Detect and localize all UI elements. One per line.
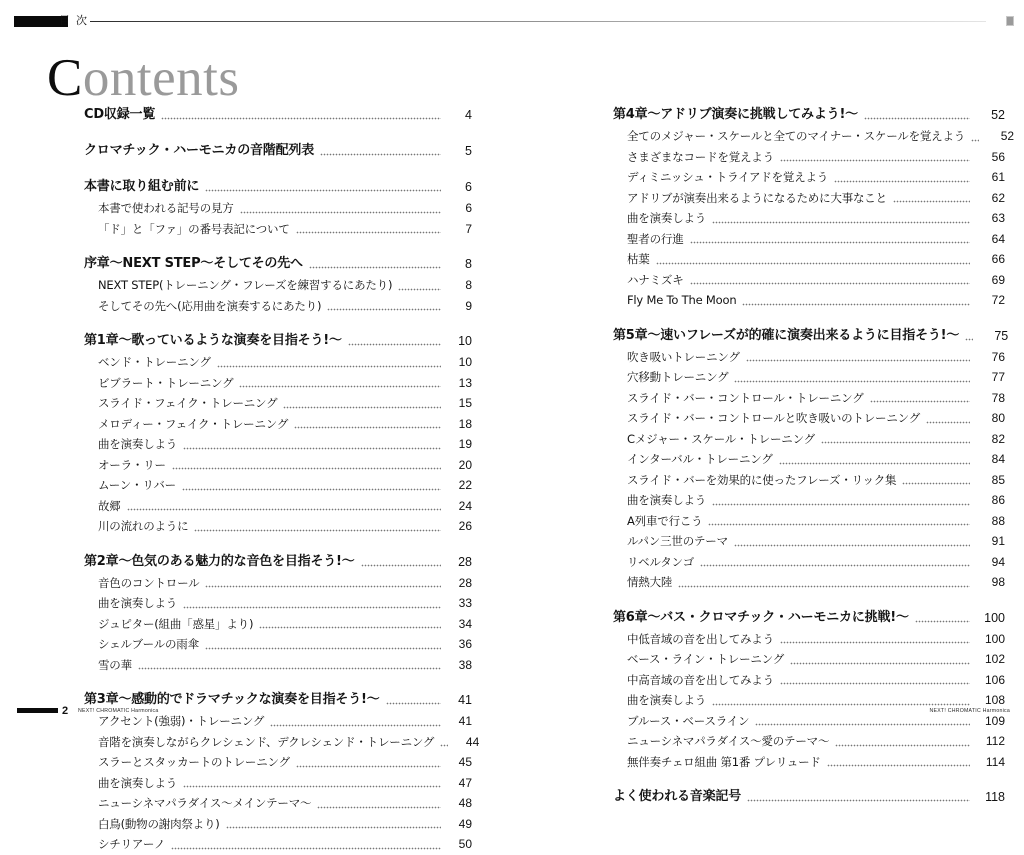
toc-entry-label: ニューシネマパラダイス〜メインテーマ〜 xyxy=(98,796,312,810)
toc-leader-dots xyxy=(821,441,970,444)
header-end-marker xyxy=(1006,16,1014,26)
header-label-moku: 目 xyxy=(59,14,70,27)
toc-entry-label: ジュピター(組曲「惑星」より) xyxy=(98,616,254,631)
toc-entry-row[interactable] xyxy=(84,593,472,614)
toc-leader-dots xyxy=(780,159,970,162)
toc-entry-row[interactable] xyxy=(84,752,472,773)
toc-entry-row[interactable] xyxy=(84,352,472,373)
toc-leader-dots xyxy=(712,221,970,224)
toc-page-number: 19 xyxy=(458,437,472,451)
toc-page-number: 8 xyxy=(465,257,472,271)
toc-entry-row[interactable] xyxy=(613,208,1005,229)
toc-entry-row[interactable] xyxy=(84,793,472,814)
toc-page-number: 108 xyxy=(984,693,1005,707)
toc-leader-dots xyxy=(734,380,970,383)
toc-entry-label: 第6章〜バス・クロマチック・ハーモニカに挑戦!〜 xyxy=(613,609,909,625)
toc-entry-row[interactable] xyxy=(84,434,472,455)
toc-entry-row[interactable] xyxy=(613,167,1005,188)
toc-page-number: 88 xyxy=(991,513,1005,528)
toc-entry-label: よく使われる音楽記号 xyxy=(613,789,742,804)
toc-leader-dots xyxy=(138,667,441,670)
toc-page-number: 66 xyxy=(991,252,1005,266)
toc-entry-label: 故郷 xyxy=(98,498,121,513)
toc-entry-row[interactable] xyxy=(613,229,1005,250)
toc-entry-label: 聖者の行進 xyxy=(627,231,684,246)
toc-page-number: 106 xyxy=(984,672,1005,687)
toc-page-number: 7 xyxy=(465,221,472,236)
toc-entry-row[interactable] xyxy=(613,572,1005,593)
page-header xyxy=(0,0,1024,36)
toc-entry-label: 第1章〜歌っているような演奏を目指そう!〜 xyxy=(84,333,342,348)
toc-leader-dots xyxy=(205,189,441,192)
toc-leader-dots xyxy=(755,723,970,726)
toc-entry-label: オーラ・リー xyxy=(98,457,166,472)
toc-entry-label: ムーン・リバー xyxy=(98,478,176,492)
toc-leader-dots xyxy=(827,764,970,767)
toc-entry-row[interactable] xyxy=(84,455,472,476)
toc-entry-label: シチリアーノ xyxy=(98,837,166,851)
toc-entry-row[interactable] xyxy=(613,270,1005,291)
toc-page-number: 45 xyxy=(458,755,472,769)
toc-leader-dots xyxy=(690,241,971,244)
toc-leader-dots xyxy=(678,585,970,588)
toc-entry-row[interactable] xyxy=(613,731,1005,752)
toc-entry-row[interactable] xyxy=(84,773,472,794)
toc-leader-dots xyxy=(226,826,441,829)
toc-page-number: 102 xyxy=(984,652,1005,666)
toc-page-number: 34 xyxy=(458,616,472,631)
toc-page-number: 80 xyxy=(991,411,1005,425)
toc-entry-label: ディミニッシュ・トライアドを覚えよう xyxy=(627,170,829,184)
toc-leader-dots xyxy=(870,400,971,403)
toc-entry-label: リベルタンゴ xyxy=(627,554,695,569)
toc-entry-label: 川の流れのように xyxy=(98,519,189,533)
toc-page-number: 28 xyxy=(458,575,472,590)
toc-page-number: 84 xyxy=(991,452,1005,466)
toc-leader-dots xyxy=(296,765,441,768)
toc-entry-row[interactable] xyxy=(613,388,1005,409)
toc-entry-row[interactable] xyxy=(613,670,1005,691)
toc-group-spacer xyxy=(613,772,1005,786)
toc-leader-dots xyxy=(902,482,970,485)
toc-page-number: 44 xyxy=(465,734,480,749)
toc-page-number: 75 xyxy=(994,328,1009,343)
toc-page-number: 94 xyxy=(991,554,1005,569)
toc-group xyxy=(613,786,1005,808)
toc-page-number: 33 xyxy=(458,596,472,610)
toc-entry-label: クロマチック・ハーモニカの音階配列表 xyxy=(84,143,315,158)
toc-entry-label: 曲を演奏しよう xyxy=(98,437,178,451)
toc-page-number: 114 xyxy=(985,754,1005,769)
toc-group xyxy=(84,551,472,676)
toc-chapter-row[interactable] xyxy=(613,786,1005,808)
toc-page-number: 10 xyxy=(458,355,472,369)
toc-leader-dots xyxy=(239,385,441,388)
toc-entry-row[interactable] xyxy=(84,732,480,753)
toc-page-number: 49 xyxy=(458,816,472,831)
toc-page-number: 91 xyxy=(991,534,1005,548)
toc-entry-row[interactable] xyxy=(613,188,1005,209)
toc-leader-dots xyxy=(834,180,970,183)
toc-entry-label: 全てのメジャー・スケールと全てのマイナー・スケールを覚えよう xyxy=(627,129,966,143)
toc-leader-dots xyxy=(205,585,441,588)
toc-entry-label: ベース・ライン・トレーニング xyxy=(627,652,785,666)
toc-leader-dots xyxy=(965,338,973,341)
footer-brand-left: NEXT! CHROMATIC Harmonica xyxy=(78,708,159,714)
toc-leader-dots xyxy=(183,606,441,609)
toc-page-number: 118 xyxy=(985,790,1005,804)
toc-entry-label: Cメジャー・スケール・トレーニング xyxy=(627,431,815,446)
toc-entry-row[interactable] xyxy=(84,516,472,537)
toc-page-number: 56 xyxy=(991,149,1005,164)
toc-group xyxy=(84,330,472,537)
toc-page-number: 77 xyxy=(991,370,1005,384)
toc-entry-row[interactable] xyxy=(613,490,1005,511)
toc-page-number: 52 xyxy=(1000,129,1015,143)
toc-leader-dots xyxy=(398,288,441,291)
toc-entry-label: 本書で使われる記号の見方 xyxy=(98,201,234,215)
toc-page-number: 38 xyxy=(458,657,472,672)
toc-group xyxy=(84,104,472,126)
toc-page-number: 10 xyxy=(458,334,472,348)
toc-page-number: 50 xyxy=(458,837,472,851)
toc-entry-row[interactable] xyxy=(84,634,472,655)
toc-page-number: 63 xyxy=(991,211,1005,225)
toc-entry-label: 雪の華 xyxy=(98,657,132,672)
toc-entry-label: Fly Me To The Moon xyxy=(627,293,737,307)
toc-entry-label: 白鳥(動物の謝肉祭より) xyxy=(98,816,220,831)
toc-entry-row[interactable] xyxy=(613,629,1005,650)
toc-leader-dots xyxy=(194,529,441,532)
toc-group-spacer xyxy=(613,311,1005,325)
toc-entry-label: ビブラート・トレーニング xyxy=(98,375,234,390)
toc-page-number: 82 xyxy=(991,431,1005,446)
toc-page-number: 76 xyxy=(991,349,1005,364)
toc-leader-dots xyxy=(217,365,441,368)
toc-group xyxy=(613,104,1015,311)
toc-group-spacer xyxy=(84,126,472,140)
toc-entry-label: 中高音域の音を出してみよう xyxy=(627,672,774,687)
toc-entry-label: さまざまなコードを覚えよう xyxy=(627,149,774,164)
toc-entry-row[interactable] xyxy=(613,552,1005,573)
page-title-rest: ontents xyxy=(82,49,240,107)
toc-entry-label: 穴移動トレーニング xyxy=(627,370,729,384)
toc-entry-label: 曲を演奏しよう xyxy=(627,693,707,707)
toc-chapter-row[interactable] xyxy=(84,104,472,126)
toc-entry-row[interactable] xyxy=(613,147,1005,168)
toc-group-spacer xyxy=(84,162,472,176)
toc-group xyxy=(84,140,472,162)
toc-entry-label: ハナミズキ xyxy=(627,272,684,287)
toc-entry-label: メロディー・フェイク・トレーニング xyxy=(98,416,289,431)
toc-entry-label: 曲を演奏しよう xyxy=(98,775,178,790)
toc-group-spacer xyxy=(84,675,472,689)
toc-group xyxy=(84,176,472,239)
toc-leader-dots xyxy=(171,847,441,850)
toc-entry-row[interactable] xyxy=(84,373,472,394)
toc-group-spacer xyxy=(613,593,1005,607)
toc-page-number: 8 xyxy=(465,278,472,292)
toc-entry-label: シェルブールの雨傘 xyxy=(98,637,199,651)
page-title xyxy=(47,50,239,106)
toc-leader-dots xyxy=(161,117,441,120)
toc-leader-dots xyxy=(270,724,441,727)
toc-page-number: 22 xyxy=(458,478,472,492)
page-title-capital: C xyxy=(47,49,83,107)
toc-entry-label: 音階を演奏しながらクレシェンド、デクレシェンド・トレーニング xyxy=(98,734,435,749)
toc-page-number: 78 xyxy=(991,390,1005,405)
toc-leader-dots xyxy=(971,139,979,142)
toc-entry-label: 序章〜NEXT STEP〜そしてその先へ xyxy=(84,256,303,271)
toc-entry-row[interactable] xyxy=(613,649,1005,670)
toc-page-number: 52 xyxy=(991,108,1005,122)
toc-chapter-row[interactable] xyxy=(84,551,472,573)
header-label-ji: 次 xyxy=(76,14,87,27)
toc-page-number: 20 xyxy=(458,457,472,472)
toc-page-number: 24 xyxy=(458,498,472,513)
toc-entry-label: 曲を演奏しよう xyxy=(627,211,707,225)
toc-entry-row[interactable] xyxy=(613,429,1005,450)
toc-entry-row[interactable] xyxy=(84,573,472,594)
toc-group xyxy=(613,607,1005,773)
toc-leader-dots xyxy=(259,626,441,629)
footer-brand-right: NEXT! CHROMATIC Harmonica xyxy=(929,708,1010,714)
toc-leader-dots xyxy=(915,620,970,623)
toc-entry-row[interactable] xyxy=(613,347,1005,368)
toc-leader-dots xyxy=(317,806,441,809)
toc-entry-row[interactable] xyxy=(613,752,1005,773)
toc-entry-label: A列車で行こう xyxy=(627,513,703,528)
toc-leader-dots xyxy=(893,200,970,203)
header-rule xyxy=(90,21,986,22)
toc-leader-dots xyxy=(348,343,441,346)
toc-entry-label: インターバル・トレーニング xyxy=(627,452,773,466)
toc-entry-row[interactable] xyxy=(84,814,472,835)
toc-page-number: 6 xyxy=(465,180,472,194)
toc-page-number: 36 xyxy=(458,637,472,651)
footer-black-bar xyxy=(17,708,58,713)
toc-entry-row[interactable] xyxy=(84,655,472,676)
toc-leader-dots xyxy=(926,421,970,424)
toc-leader-dots xyxy=(309,266,441,269)
toc-chapter-row[interactable] xyxy=(84,253,472,275)
toc-entry-label: 「ド」と「ファ」の番号表記について xyxy=(98,221,290,236)
toc-leader-dots xyxy=(361,564,441,567)
toc-leader-dots xyxy=(747,799,970,802)
toc-leader-dots xyxy=(790,662,970,665)
toc-page-number: 13 xyxy=(458,375,472,390)
toc-entry-row[interactable] xyxy=(613,367,1005,388)
toc-entry-label: NEXT STEP(トレーニング・フレーズを練習するにあたり) xyxy=(98,278,393,292)
toc-entry-row[interactable] xyxy=(613,531,1005,552)
toc-entry-label: ルパン三世のテーマ xyxy=(627,534,728,548)
toc-page-number: 15 xyxy=(458,396,472,410)
toc-leader-dots xyxy=(440,744,448,747)
toc-page-number: 41 xyxy=(458,714,472,728)
toc-leader-dots xyxy=(780,682,970,685)
toc-leader-dots xyxy=(205,647,441,650)
toc-leader-dots xyxy=(835,744,970,747)
toc-page-number: 109 xyxy=(984,713,1005,728)
toc-entry-row[interactable] xyxy=(613,126,1015,147)
toc-page-number: 18 xyxy=(458,416,472,431)
toc-entry-row[interactable] xyxy=(613,290,1005,311)
toc-page-number: 47 xyxy=(458,775,472,790)
toc-entry-label: 音色のコントロール xyxy=(98,575,200,590)
toc-leader-dots xyxy=(742,303,970,306)
toc-entry-label: 第3章〜感動的でドラマチックな演奏を目指そう!〜 xyxy=(84,692,380,707)
toc-page-number: 9 xyxy=(465,298,472,313)
toc-entry-row[interactable] xyxy=(613,249,1005,270)
toc-leader-dots xyxy=(283,406,441,409)
toc-page-number: 86 xyxy=(991,493,1005,507)
toc-entry-row[interactable] xyxy=(84,414,472,435)
toc-entry-label: 第5章〜速いフレーズが的確に演奏出来るように目指そう!〜 xyxy=(613,327,960,343)
toc-page-number: 61 xyxy=(991,170,1005,184)
toc-group-spacer xyxy=(84,316,472,330)
toc-entry-row[interactable] xyxy=(84,475,472,496)
toc-leader-dots xyxy=(734,544,970,547)
toc-leader-dots xyxy=(294,426,441,429)
toc-group-spacer xyxy=(84,239,472,253)
toc-leader-dots xyxy=(127,508,441,511)
toc-leader-dots xyxy=(656,262,970,265)
toc-entry-label: 第2章〜色気のある魅力的な音色を目指そう!〜 xyxy=(84,553,355,569)
toc-page-number: 100 xyxy=(984,631,1005,646)
toc-entry-label: 本書に取り組む前に xyxy=(84,179,200,194)
toc-page-number: 5 xyxy=(465,144,472,158)
toc-entry-label: 中低音域の音を出してみよう xyxy=(627,631,774,646)
toc-group xyxy=(84,253,472,316)
toc-entry-row[interactable] xyxy=(613,511,1005,532)
toc-entry-label: アドリブが演奏出来るようになるために大事なこと xyxy=(627,190,887,205)
toc-group xyxy=(613,325,1009,593)
toc-leader-dots xyxy=(690,282,971,285)
toc-chapter-row[interactable] xyxy=(613,104,1005,126)
toc-leader-dots xyxy=(183,785,441,788)
toc-page-number: 62 xyxy=(991,190,1005,205)
toc-leader-dots xyxy=(712,503,970,506)
toc-page-number: 48 xyxy=(458,796,472,810)
toc-leader-dots xyxy=(779,462,970,465)
toc-page-number: 112 xyxy=(985,734,1005,748)
toc-leader-dots xyxy=(182,488,441,491)
toc-entry-label: 無伴奏チェロ組曲 第1番 プレリュード xyxy=(627,754,821,769)
toc-page-number: 4 xyxy=(465,108,472,122)
toc-entry-row[interactable] xyxy=(84,834,472,855)
toc-leader-dots xyxy=(864,117,970,120)
toc-leader-dots xyxy=(320,153,441,156)
toc-entry-row[interactable] xyxy=(84,275,472,296)
toc-entry-row[interactable] xyxy=(84,198,472,219)
toc-entry-row[interactable] xyxy=(84,496,472,517)
toc-page-number: 98 xyxy=(991,575,1005,589)
toc-entry-label: ベンド・トレーニング xyxy=(98,355,211,369)
toc-leader-dots xyxy=(240,211,441,214)
toc-leader-dots xyxy=(327,308,441,311)
toc-entry-label: スライド・バー・コントロールと吹き吸いのトレーニング xyxy=(627,411,920,425)
toc-page-number: 85 xyxy=(991,472,1005,487)
toc-page-number: 72 xyxy=(991,293,1005,307)
toc-entry-label: ブルース・ベースライン xyxy=(627,713,750,728)
toc-page-number: 28 xyxy=(458,554,472,569)
toc-leader-dots xyxy=(183,447,441,450)
toc-entry-label: 曲を演奏しよう xyxy=(627,493,707,507)
toc-leader-dots xyxy=(172,467,441,470)
toc-column-left xyxy=(84,104,480,855)
toc-entry-row[interactable] xyxy=(84,219,472,240)
toc-entry-label: 枯葉 xyxy=(627,252,650,266)
toc-entry-label: スライド・フェイク・トレーニング xyxy=(98,396,278,410)
toc-entry-label: CD収録一覧 xyxy=(84,107,156,122)
toc-page-number: 26 xyxy=(458,519,472,533)
toc-page-number: 64 xyxy=(991,231,1005,246)
toc-entry-label: 情熱大陸 xyxy=(627,575,673,589)
toc-leader-dots xyxy=(296,231,441,234)
toc-chapter-row[interactable] xyxy=(613,325,1009,347)
toc-entry-row[interactable] xyxy=(613,449,1005,470)
toc-page-number: 6 xyxy=(465,201,472,215)
toc-leader-dots xyxy=(780,641,970,644)
toc-entry-label: スラーとスタッカートのトレーニング xyxy=(98,755,290,769)
toc-page-number: 41 xyxy=(458,693,472,707)
toc-entry-label: 吹き吸いトレーニング xyxy=(627,349,740,364)
toc-entry-row[interactable] xyxy=(84,296,472,317)
toc-entry-label: そしてその先へ(応用曲を演奏するにあたり) xyxy=(98,298,322,313)
toc-entry-row[interactable] xyxy=(613,408,1005,429)
toc-entry-row[interactable] xyxy=(84,393,472,414)
toc-leader-dots xyxy=(700,564,970,567)
toc-group-spacer xyxy=(84,537,472,551)
toc-entry-label: ニューシネマパラダイス〜愛のテーマ〜 xyxy=(627,734,830,748)
toc-entry-label: 第4章〜アドリブ演奏に挑戦してみよう!〜 xyxy=(613,107,858,122)
toc-entry-label: スライド・バーを効果的に使ったフレーズ・リック集 xyxy=(627,472,897,487)
toc-entry-row[interactable] xyxy=(84,614,472,635)
toc-chapter-row[interactable] xyxy=(84,176,472,198)
toc-leader-dots xyxy=(746,359,970,362)
toc-chapter-row[interactable] xyxy=(84,140,472,162)
toc-entry-label: アクセント(強弱)・トレーニング xyxy=(98,714,265,728)
toc-chapter-row[interactable] xyxy=(84,330,472,352)
toc-page-number: 69 xyxy=(991,272,1005,287)
toc-entry-row[interactable] xyxy=(613,470,1005,491)
toc-entry-label: 曲を演奏しよう xyxy=(98,596,178,610)
toc-leader-dots xyxy=(708,523,970,526)
toc-page-number: 100 xyxy=(984,610,1005,625)
footer-page-number: 2 xyxy=(62,705,69,717)
page-footer xyxy=(0,695,1024,723)
toc-entry-label: スライド・バー・コントロール・トレーニング xyxy=(627,390,864,405)
toc-chapter-row[interactable] xyxy=(613,607,1005,629)
